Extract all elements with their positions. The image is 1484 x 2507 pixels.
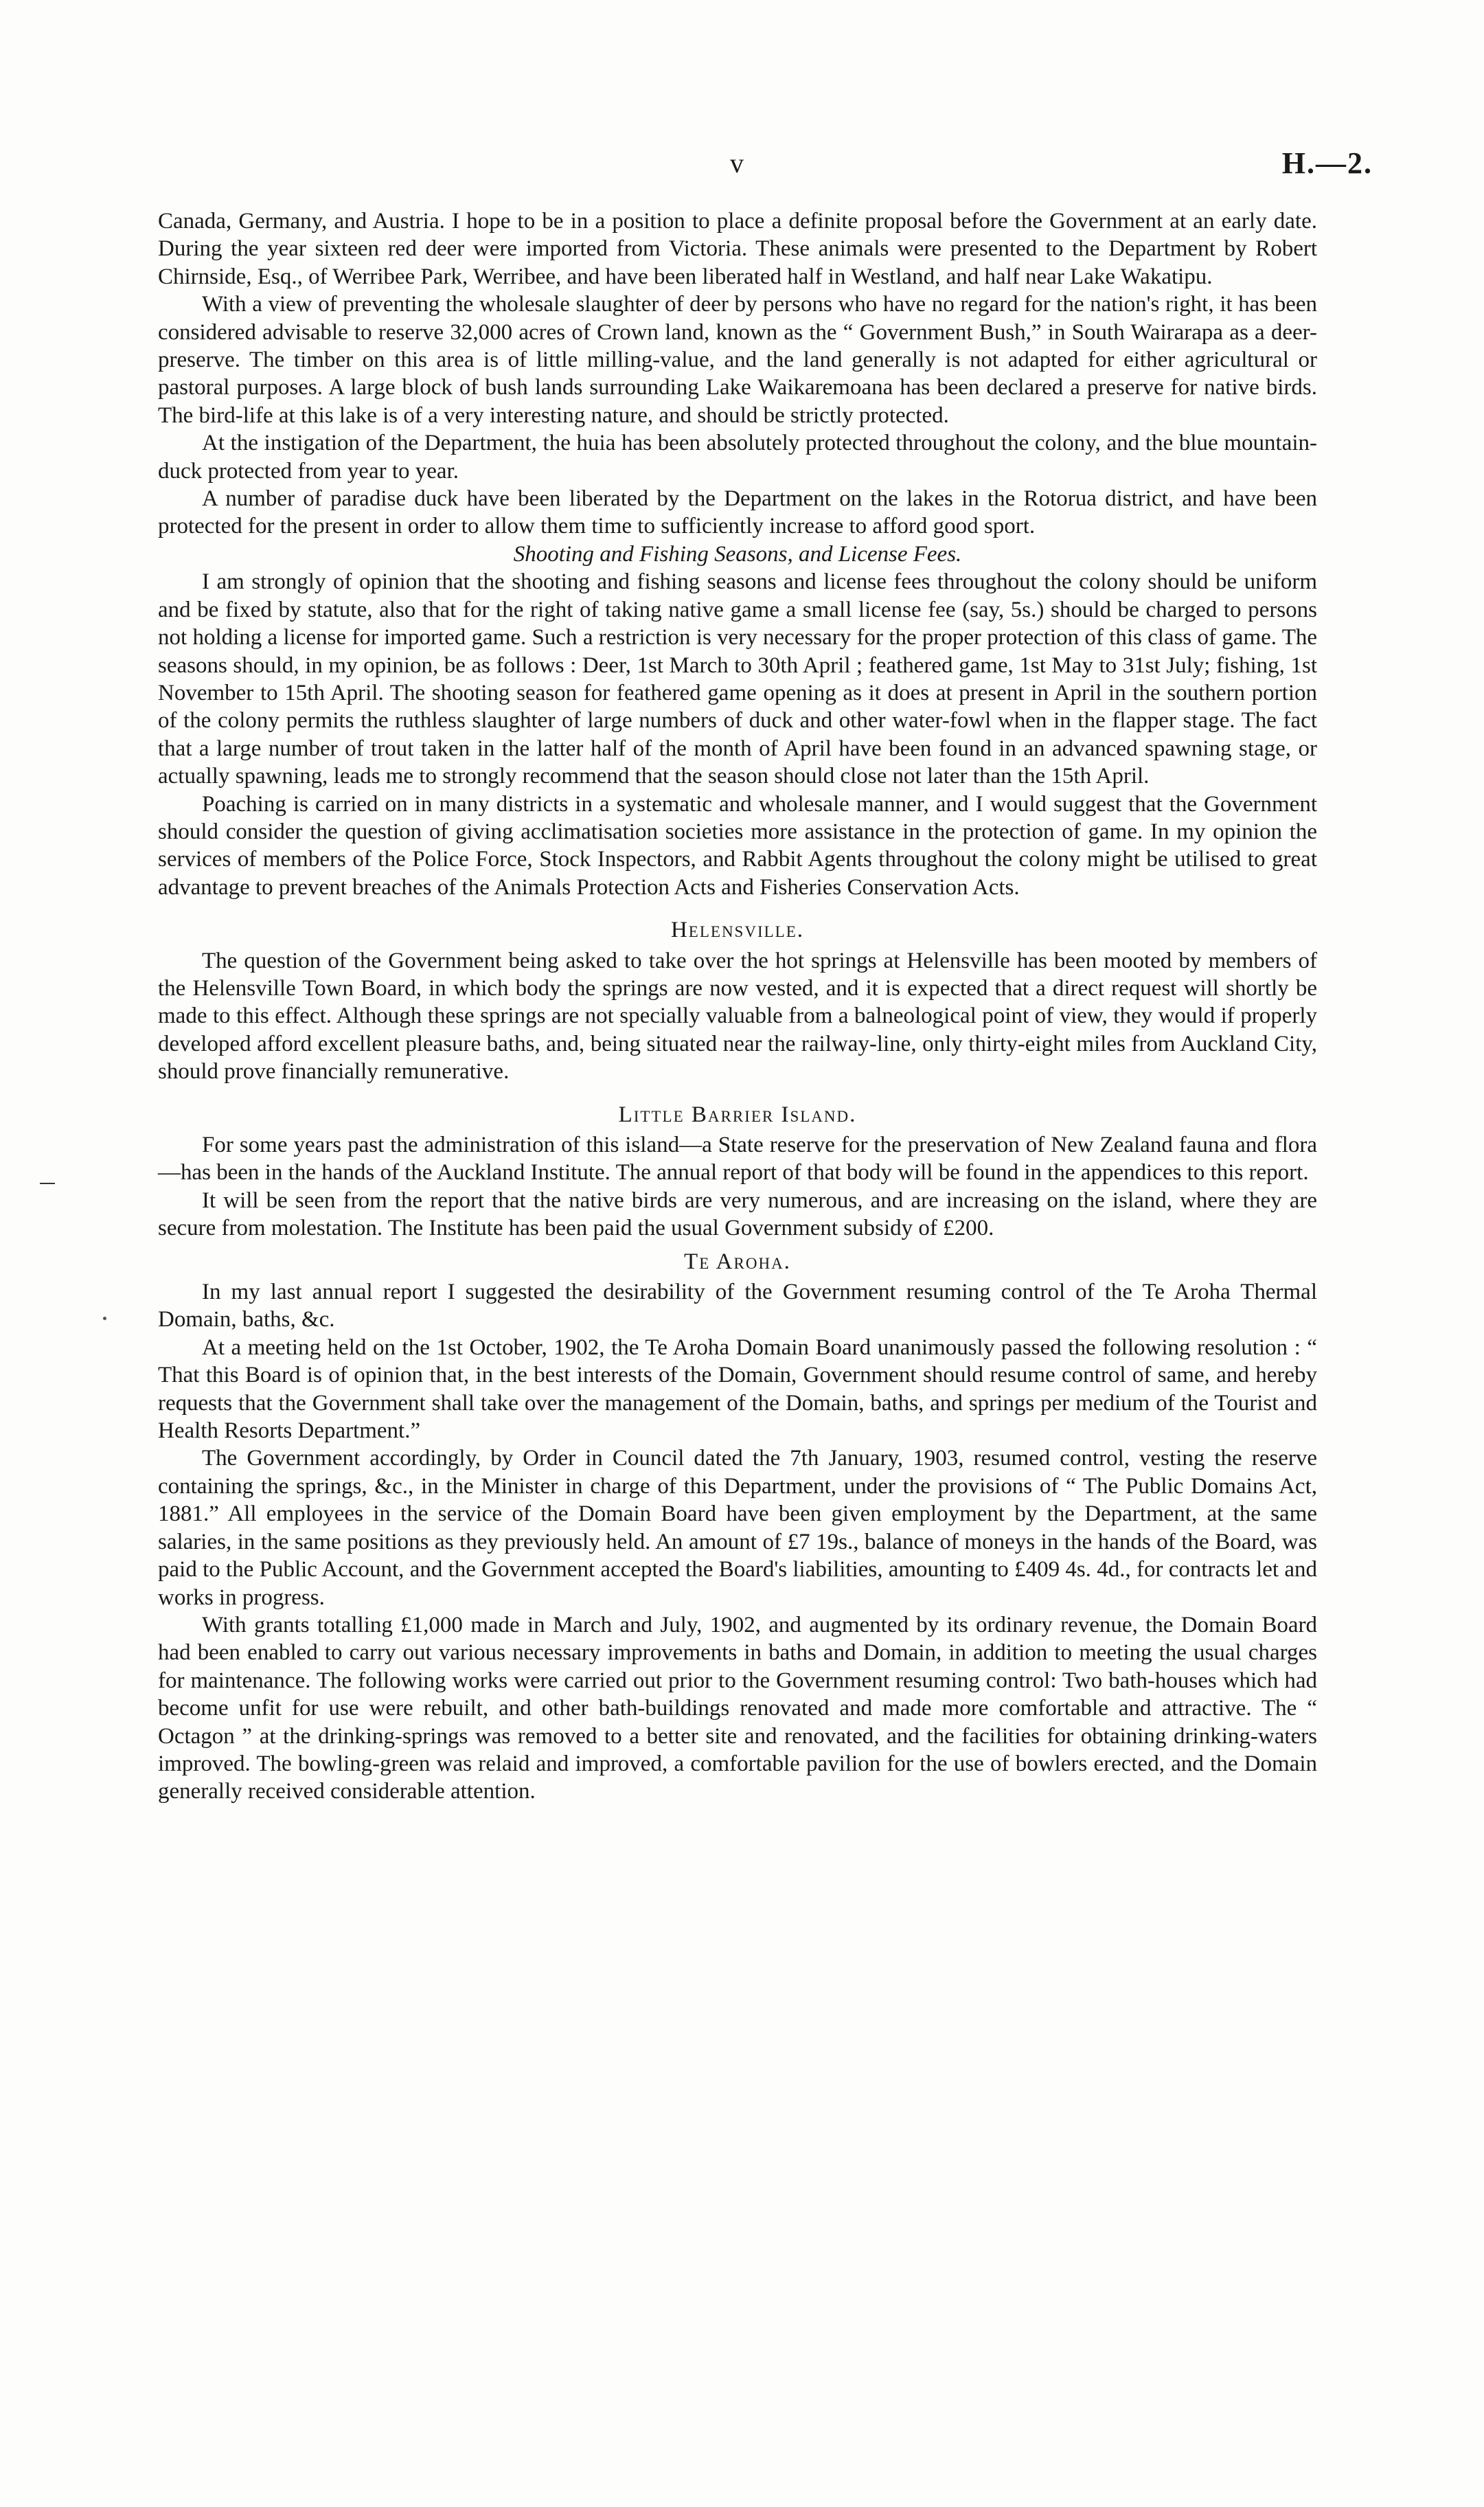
section-heading-shooting: Shooting and Fishing Seasons, and License Fees. [513,541,962,567]
paragraph: I am strongly of opinion that the shooting and fishing seasons and license fees throughout the colony should be uniform and be fixed by statute, also that for the right of taking native game a small license fee (say, 5s.) should be charged to persons not holding a license for imported game. Such a restriction is very necessary for the proper protection of this class of game. The seasons should, in my opinion, be as follows : Deer, 1st March to 30th April ; feathered game, 1st May to 31st July; fishing, 1st November to 15th April. The shooting season for feathered game opening as it does at present in April in the southern portion of the colony permits the ruthless slaughter of large numbers of duck and other water-fowl when in the flapper stage. The fact that a large number of trout taken in the latter half of the month of April have been found in an advanced spawning stage, or actually spawning, leads me to strongly recommend that the season should close not later than the 15th April. [158,569,1317,789]
paragraph: At a meeting held on the 1st October, 1902, the Te Aroha Domain Board unanimously passed the following resolution : “ That this Board is of opinion that, in the best interests of the Domain, Government should resume control of same, and hereby requests that the Government shall take over the management of the Domain, baths, and springs per medium of the Tourist and Health Resorts Department.” [158,1335,1317,1444]
paragraph: For some years past the administration of this island—a State reserve for the preservation of New Zealand fauna and flora—has been in the hands of the Auckland Institute. The annual report of that body will be found in the appendices to this report. [158,1133,1317,1186]
paragraph: It will be seen from the report that the native birds are very numerous, and are increasing on the island, where they are secure from molestation. The Institute has been paid the usual Government subsidy of £200. [158,1188,1317,1241]
paragraph: In my last annual report I suggested the desirability of the Government resuming control of the Te Aroha Thermal Domain, baths, &c. [158,1280,1317,1332]
margin-dot [103,1317,106,1320]
paragraph: Canada, Germany, and Austria. I hope to be in a position to place a definite proposal before the Government at an early date. During the year sixteen red deer were imported from Victoria. These animals were presented to the Department by Robert Chirnside, Esq., of Werribee Park, Werribee, and have been liberated half in Westland, and half near Lake Wakatipu. [158,209,1317,289]
section-heading-little-barrier: Little Barrier Island. [618,1102,857,1127]
paragraph: Poaching is carried on in many districts in a systematic and wholesale manner, and I would suggest that the Government should consider the question of giving acclimatisation societies more assistance in the protection of game. In my opinion the services of members of the Police Force, Stock Inspectors, and Rabbit Agents throughout the colony might be utilised to great advantage to prevent breaches of the Animals Protection Acts and Fisheries Conservation Acts. [158,791,1317,900]
paragraph: With a view of preventing the wholesale slaughter of deer by persons who have no regard for the nation's right, it has been considered advisable to reserve 32,000 acres of Crown land, known as the “ Government Bush,” in South Wairarapa as a deer-preserve. The timber on this area is of little milling-value, and the land generally is not adapted for either agricultural or pastoral purposes. A large block of bush lands surrounding Lake Waikaremoana has been declared a preserve for native birds. The bird-life at this lake is of a very interesting nature, and should be strictly protected. [158,292,1317,428]
section-heading-helensville: Helensville. [670,918,805,943]
paragraph: A number of paradise duck have been liberated by the Department on the lakes in the Rotorua district, and have been protected for the present in order to allow them time to sufficiently increase to afford good sport. [158,486,1317,539]
paragraph: With grants totalling £1,000 made in March and July, 1902, and augmented by its ordinary revenue, the Domain Board had been enabled to carry out various necessary improvements in baths and Domain, in addition to meeting the usual charges for maintenance. The following works were carried out prior to the Government resuming control: Two bath-houses which had become unfit for use were rebuilt, and other bath-buildings renovated and made more comfortable and attractive. The “ Octagon ” at the drinking-springs was removed to a better site and renovated, and the facilities for obtaining drinking-waters improved. The bowling-green was relaid and improved, a comfortable pavilion for the use of bowlers erected, and the Domain generally received considerable attention. [158,1612,1317,1804]
paragraph: At the instigation of the Department, the huia has been absolutely protected throughout the colony, and the blue mountain-duck protected from year to year. [158,431,1317,484]
page-header [0,147,1484,188]
margin-mark [40,1183,55,1184]
document-body [158,207,1317,1806]
page-number: v [730,148,744,179]
section-heading-te-aroha: Te Aroha. [684,1249,791,1274]
paragraph: The Government accordingly, by Order in Council dated the 7th January, 1903, resumed control, vesting the reserve containing the springs, &c., in the Minister in charge of this Department, under the provisions of “ The Public Domains Act, 1881.” All employees in the service of the Domain Board have been given employment by the Department, at the same salaries, in the same positions as they previously held. An amount of £7 19s., balance of moneys in the hands of the Board, was paid to the Public Account, and the Government accepted the Board's liabilities, amounting to £409 4s. 4d., for contracts let and works in progress. [158,1446,1317,1610]
document-reference: H.—2. [1281,146,1373,180]
paragraph: The question of the Government being asked to take over the hot springs at Helensville has been mooted by members of the Helensville Town Board, in which body the springs are now vested, and it is expected that a direct request will shortly be made to this effect. Although these springs are not specially valuable from a balneological point of view, they would if properly developed afford excellent pleasure baths, and, being situated near the railway-line, only thirty-eight miles from Auckland City, should prove financially remunerative. [158,948,1317,1085]
